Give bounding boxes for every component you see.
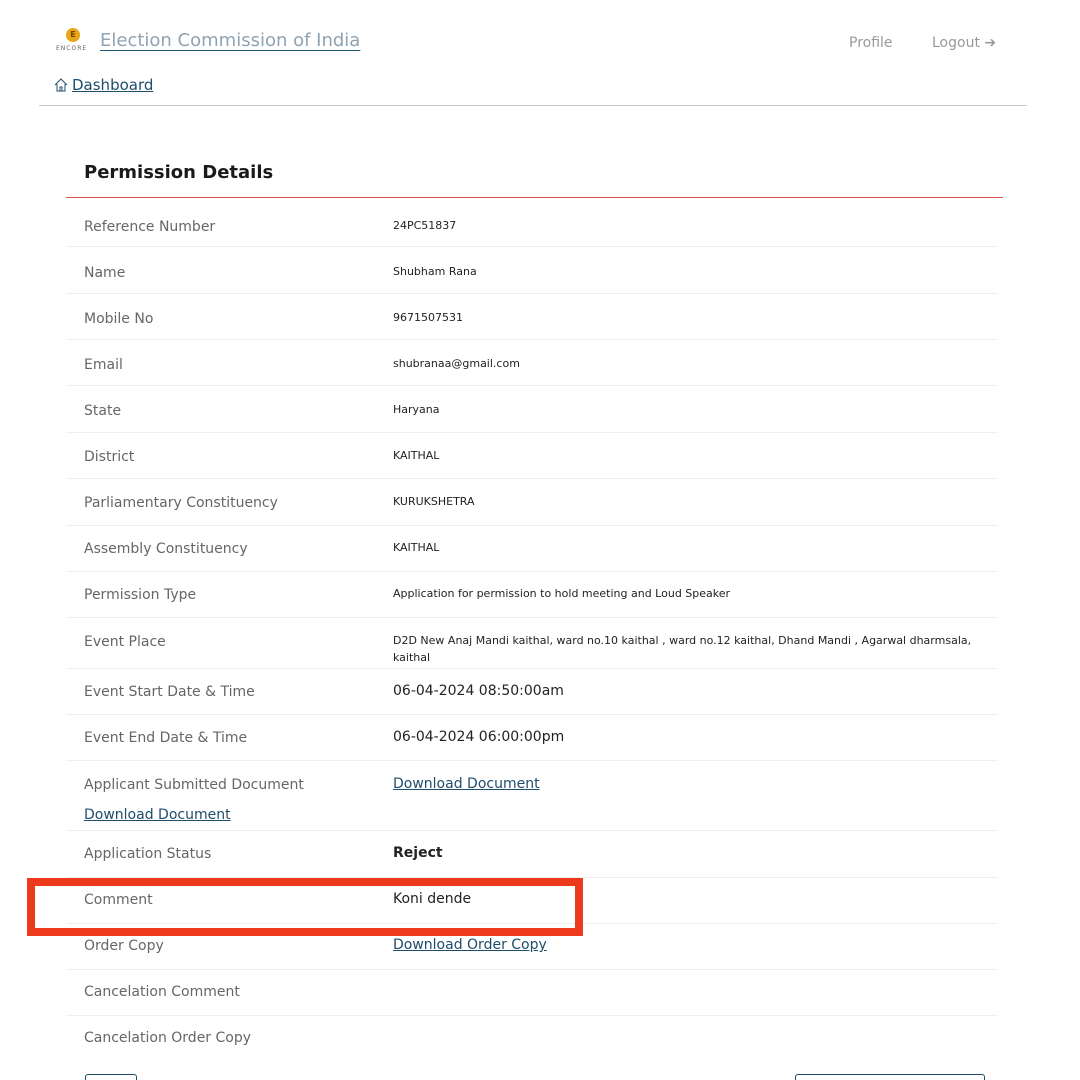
dashboard-label: Dashboard bbox=[72, 76, 154, 94]
row-label: Event Start Date & Time bbox=[84, 684, 255, 700]
row-label: Applicant Submitted Document bbox=[84, 777, 304, 793]
comment-value: Koni dende bbox=[393, 891, 472, 907]
row-value: KURUKSHETRA bbox=[393, 495, 475, 508]
download-order-copy-link[interactable]: Download Order Copy bbox=[393, 937, 547, 953]
download-document-link[interactable]: Download Document bbox=[393, 776, 540, 792]
row-label: Mobile No bbox=[84, 311, 154, 327]
download-document-secondary-link[interactable]: Download Document bbox=[84, 807, 231, 823]
encore-logo-text: ENCORE bbox=[56, 45, 88, 52]
row-value: Shubham Rana bbox=[393, 265, 477, 278]
row-value: KAITHAL bbox=[393, 449, 440, 462]
row-value: 06-04-2024 06:00:00pm bbox=[393, 729, 565, 745]
row-label: District bbox=[84, 449, 135, 465]
row-label: Event Place bbox=[84, 634, 166, 650]
row-value: 24PC51837 bbox=[393, 219, 457, 232]
encore-logo[interactable] bbox=[56, 28, 90, 56]
row-label: Reference Number bbox=[84, 219, 216, 235]
dashboard-link[interactable] bbox=[53, 76, 153, 94]
row-value: 9671507531 bbox=[393, 311, 463, 324]
logout-link[interactable]: Logout ➔ bbox=[932, 35, 997, 51]
cancel-permission-button[interactable] bbox=[795, 1074, 985, 1080]
detail-row-parliamentary-constituency bbox=[66, 479, 998, 526]
row-label: Permission Type bbox=[84, 587, 197, 603]
back-button[interactable] bbox=[85, 1074, 137, 1080]
row-value: D2D New Anaj Mandi kaithal, ward no.10 kaithal , ward no.12 kaithal, Dhand Mandi , Agarwal dharmsala, kaithal bbox=[393, 634, 972, 664]
row-label: Order Copy bbox=[84, 938, 164, 954]
row-value: Application for permission to hold meeting and Loud Speaker bbox=[393, 587, 731, 600]
home-icon bbox=[53, 77, 69, 93]
row-value: shubranaa@gmail.com bbox=[393, 357, 520, 370]
detail-row-cancelation-order-copy bbox=[66, 1016, 998, 1061]
comment-highlight-box bbox=[27, 878, 583, 936]
row-value: KAITHAL bbox=[393, 541, 440, 554]
detail-row-permission-type bbox=[66, 572, 998, 618]
row-value: 06-04-2024 08:50:00am bbox=[393, 683, 564, 699]
detail-row-assembly-constituency bbox=[66, 526, 998, 572]
encore-logo-badge: E bbox=[66, 28, 80, 42]
detail-row-reference-number bbox=[66, 198, 998, 247]
detail-row-district bbox=[66, 433, 998, 479]
row-label: Parliamentary Constituency bbox=[84, 495, 278, 511]
row-label: Name bbox=[84, 265, 126, 281]
row-label: Comment bbox=[84, 892, 153, 908]
brand-link[interactable]: Election Commission of India bbox=[100, 30, 361, 51]
detail-row-event-start bbox=[66, 669, 998, 715]
detail-row-application-status bbox=[66, 831, 998, 878]
page-title: Permission Details bbox=[84, 162, 274, 183]
header-divider bbox=[39, 105, 1027, 106]
row-label: State bbox=[84, 403, 122, 419]
status-value: Reject bbox=[393, 845, 443, 861]
row-label: Application Status bbox=[84, 846, 212, 862]
detail-row-email bbox=[66, 340, 998, 386]
detail-row-event-end bbox=[66, 715, 998, 761]
row-label: Email bbox=[84, 357, 123, 373]
row-value: Haryana bbox=[393, 403, 440, 416]
detail-row-event-place bbox=[66, 618, 998, 669]
row-label: Assembly Constituency bbox=[84, 541, 248, 557]
row-label: Cancelation Comment bbox=[84, 984, 240, 1000]
row-label: Event End Date & Time bbox=[84, 730, 248, 746]
detail-row-mobile bbox=[66, 294, 998, 340]
detail-row-name bbox=[66, 247, 998, 294]
row-label: Cancelation Order Copy bbox=[84, 1030, 252, 1046]
detail-row-submitted-document bbox=[66, 761, 998, 831]
profile-link[interactable]: Profile bbox=[849, 35, 893, 51]
detail-row-cancelation-comment bbox=[66, 970, 998, 1016]
detail-row-state bbox=[66, 386, 998, 433]
